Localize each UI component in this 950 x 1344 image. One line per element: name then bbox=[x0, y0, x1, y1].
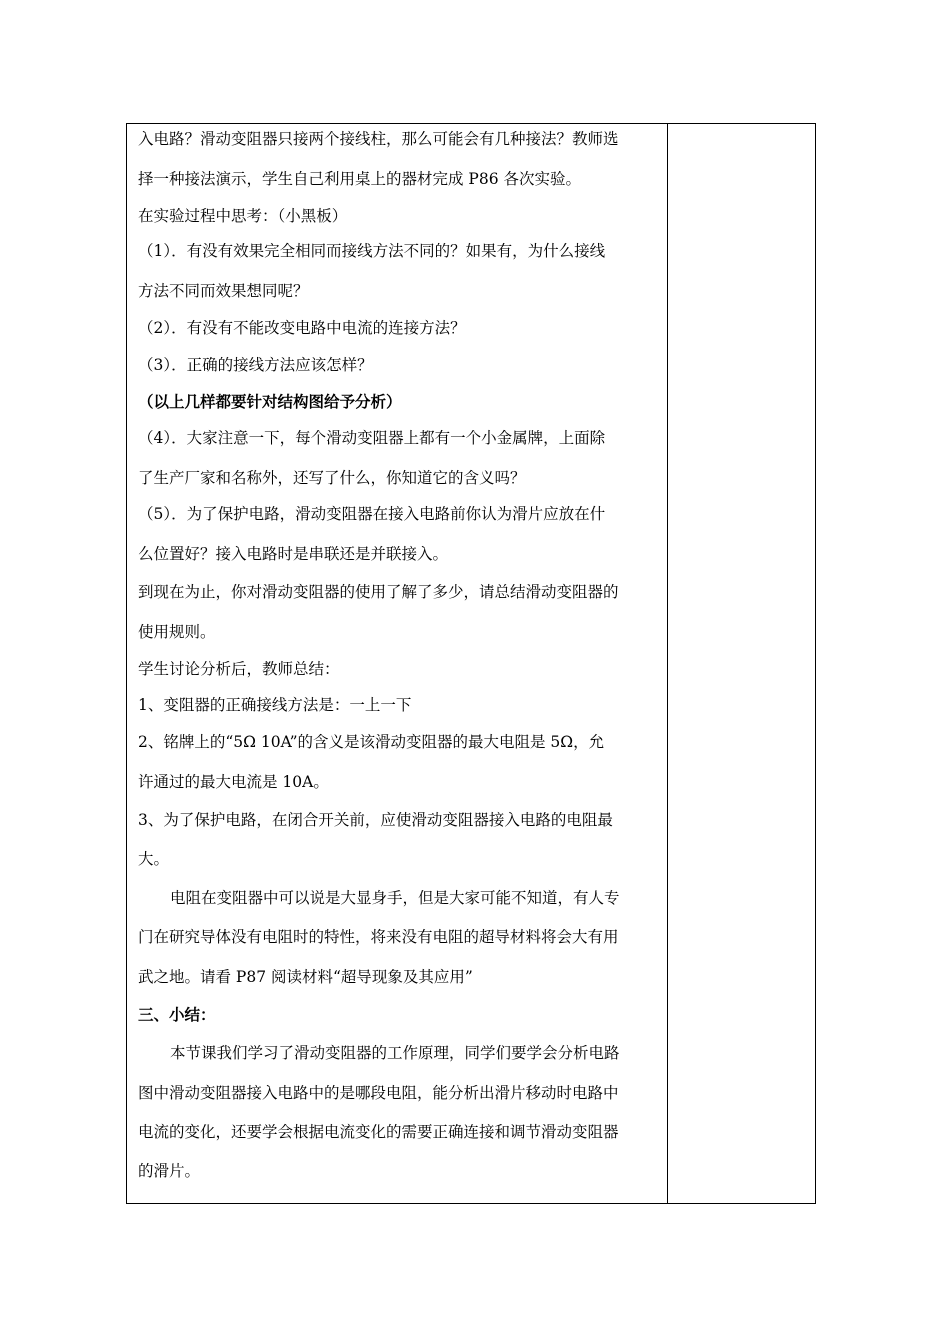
text-line: （2）．有没有不能改变电路中电流的连接方法？ bbox=[138, 319, 466, 337]
lesson-plan-table bbox=[126, 123, 816, 1204]
text-line: 大。 bbox=[138, 850, 170, 868]
text-line: 在实验过程中思考：（小黑板） bbox=[138, 207, 348, 225]
text-line: 到现在为止，你对滑动变阻器的使用了解了多少，请总结滑动变阻器的 bbox=[138, 583, 619, 601]
text-line: 么位置好？接入电路时是串联还是并联接入。 bbox=[138, 545, 449, 563]
section-note: （以上几样都要针对结构图给予分析） bbox=[138, 392, 402, 411]
text-line: 3、为了保护电路，在闭合开关前，应使滑动变阻器接入电路的电阻最 bbox=[138, 811, 613, 829]
paragraph-line: 本节课我们学习了滑动变阻器的工作原理，同学们要学会分析电路 bbox=[170, 1044, 620, 1062]
text-line: 方法不同而效果想同呢？ bbox=[138, 282, 309, 300]
text-line: 使用规则。 bbox=[138, 623, 216, 641]
text-line: 择一种接法演示，学生自己利用桌上的器材完成 P86 各次实验。 bbox=[138, 170, 582, 188]
text-line: （4）．大家注意一下，每个滑动变阻器上都有一个小金属牌，上面除 bbox=[138, 429, 606, 447]
text-line: 入电路？滑动变阻器只接两个接线柱，那么可能会有几种接法？教师选 bbox=[138, 130, 619, 148]
text-line: 了生产厂家和名称外，还写了什么，你知道它的含义吗？ bbox=[138, 469, 526, 487]
section-heading: 三、小结： bbox=[138, 1005, 216, 1024]
text-line: 电流的变化，还要学会根据电流变化的需要正确连接和调节滑动变阻器 bbox=[138, 1123, 619, 1141]
paragraph-line: 电阻在变阻器中可以说是大显身手，但是大家可能不知道，有人专 bbox=[170, 889, 620, 907]
text-line: 学生讨论分析后，教师总结： bbox=[138, 660, 340, 678]
text-line: 门在研究导体没有电阻时的特性，将来没有电阻的超导材料将会大有用 bbox=[138, 928, 619, 946]
text-line: 的滑片。 bbox=[138, 1162, 201, 1180]
text-line: （1）．有没有效果完全相同而接线方法不同的？如果有，为什么接线 bbox=[138, 242, 606, 260]
text-line: 1、变阻器的正确接线方法是：一上一下 bbox=[138, 696, 412, 714]
text-line: 2、铭牌上的“5Ω 10A”的含义是该滑动变阻器的最大电阻是 5Ω，允 bbox=[138, 733, 605, 751]
text-line: 图中滑动变阻器接入电路中的是哪段电阻，能分析出滑片移动时电路中 bbox=[138, 1084, 619, 1102]
text-line: 许通过的最大电流是 10A。 bbox=[138, 773, 329, 791]
text-line: （3）．正确的接线方法应该怎样？ bbox=[138, 356, 373, 374]
text-line: 武之地。请看 P87 阅读材料“超导现象及其应用” bbox=[138, 968, 473, 986]
notes-cell bbox=[668, 124, 815, 1203]
text-line: （5）．为了保护电路，滑动变阻器在接入电路前你认为滑片应放在什 bbox=[138, 505, 606, 523]
